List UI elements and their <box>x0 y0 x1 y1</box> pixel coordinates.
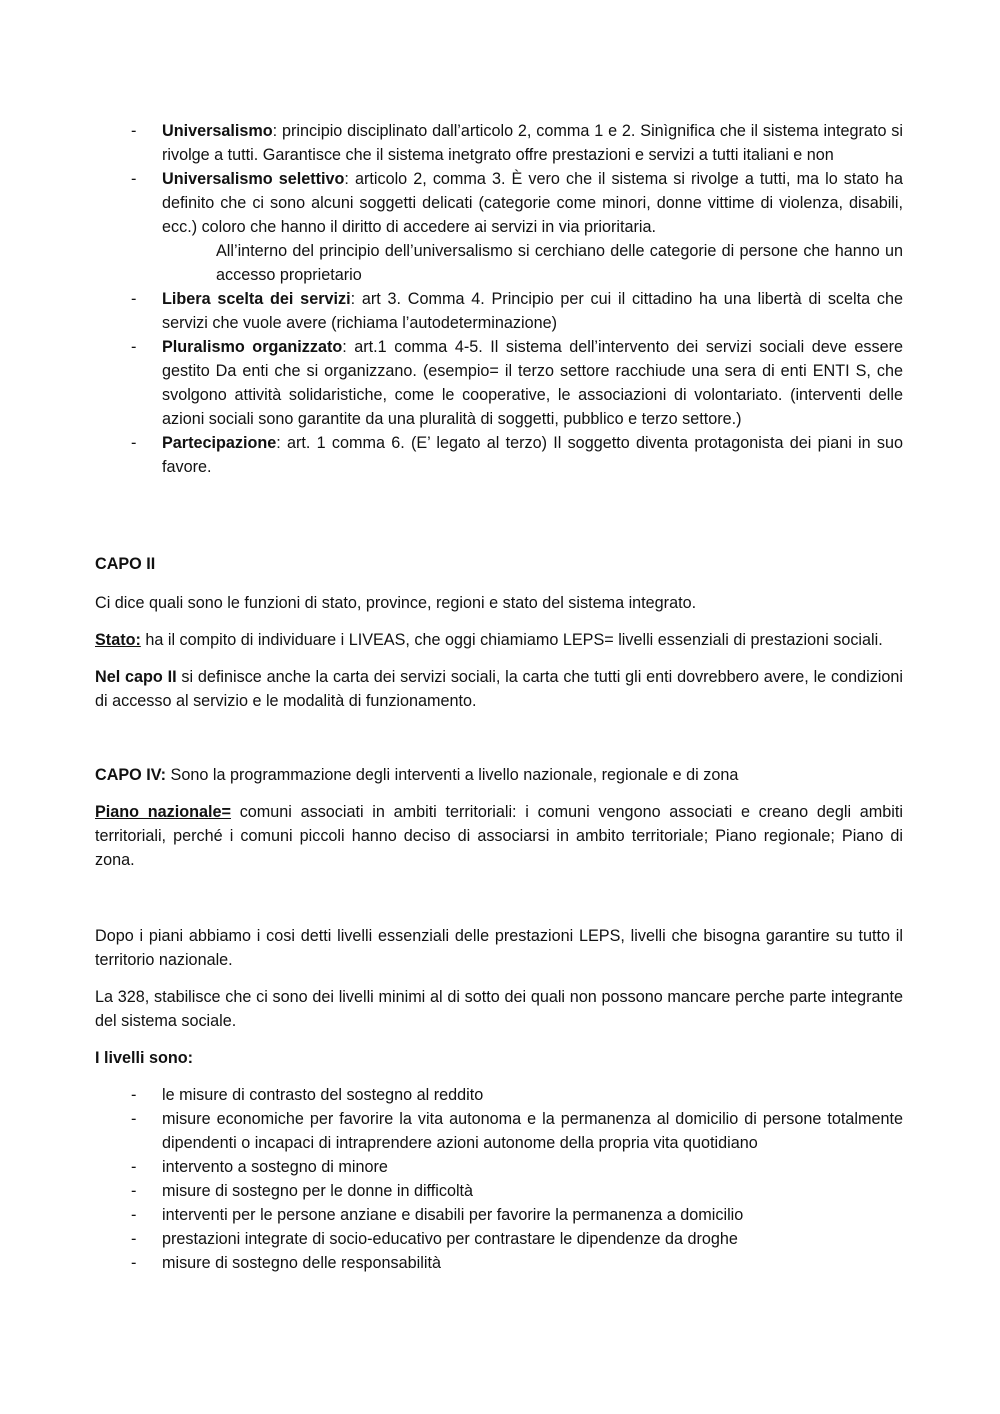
capo4-heading-text: Sono la programmazione degli interventi a livello nazionale, regionale e di zona <box>166 766 739 784</box>
bullet-dash: - <box>131 1206 137 1224</box>
principle-term: Partecipazione <box>162 434 277 452</box>
capo4-paragraph <box>95 763 903 787</box>
capo2-heading: CAPO II <box>95 555 156 573</box>
level-text: le misure di contrasto del sostegno al reddito <box>162 1086 484 1104</box>
levels-heading-paragraph <box>95 1046 903 1070</box>
level-text: intervento a sostegno di minore <box>162 1158 388 1176</box>
level-text: misure economiche per favorire la vita autonoma e la permanenza al domicilio di persone totalmente dipendenti o incapaci di intraprendere azioni autonome della propria vita quotidiano <box>162 1110 903 1152</box>
list-item <box>95 287 903 335</box>
section-heading <box>95 552 903 576</box>
levels-heading: I livelli sono: <box>95 1049 194 1067</box>
bullet-dash: - <box>131 1182 137 1200</box>
piano-paragraph <box>95 800 903 872</box>
stato-label: Stato: <box>95 631 141 649</box>
principle-term: Universalismo <box>162 122 273 140</box>
bullet-dash: - <box>131 1086 137 1104</box>
piano-text: comuni associati in ambiti territoriali: i comuni vengono associati e creano degli ambiti territoriali, perché i comuni piccoli hanno deciso di associarsi in ambito territoriale; Piano regionale; Piano di zona. <box>95 803 903 869</box>
carta-text: si definisce anche la carta dei servizi sociali, la carta che tutti gli enti dovrebbero avere, le condizioni di accesso al servizio e le modalità di funzionamento. <box>95 668 903 710</box>
principle-term: Libera scelta dei servizi <box>162 290 351 308</box>
list-item <box>95 431 903 479</box>
list-item <box>95 1203 903 1227</box>
level-text: misure di sostegno per le donne in difficoltà <box>162 1182 474 1200</box>
leps-paragraph-1: Dopo i piani abbiamo i cosi detti livelli essenziali delle prestazioni LEPS, livelli che bisogna garantire su tutto il territorio nazionale. <box>95 927 903 969</box>
bullet-dash: - <box>131 170 137 188</box>
list-item <box>95 1083 903 1107</box>
carta-paragraph <box>95 665 903 713</box>
bullet-dash: - <box>131 1230 137 1248</box>
level-text: misure di sostegno delle responsabilità <box>162 1254 441 1272</box>
principle-text: : art.1 comma 4-5. Il sistema dell’intervento dei servizi sociali deve essere gestito Da enti che si organizzano. (esempio= il terzo settore racchiude una sera di enti ENTI S, che svolgono attività solidaristiche, come le cooperative, le associazioni di volontariato. (interventi delle azioni sociali sono garantite da una pluralità di soggetti, pubblico e terzo settore.) <box>162 338 903 428</box>
bullet-dash: - <box>131 434 137 452</box>
level-text: prestazioni integrate di socio-educativo per contrastare le dipendenze da droghe <box>162 1230 738 1248</box>
list-item <box>95 167 903 239</box>
principle-text: : art. 1 comma 6. (E’ legato al terzo) Il soggetto diventa protagonista dei piani in suo favore. <box>162 434 903 476</box>
piano-label: Piano nazionale= <box>95 803 231 821</box>
carta-label: Nel capo II <box>95 668 177 686</box>
bullet-dash: - <box>131 290 137 308</box>
principle-text: : principio disciplinato dall’articolo 2, comma 1 e 2. Sinìgnifica che il sistema integrato si rivolge a tutti. Garantisce che il sistema inetgrato offre prestazioni e servizi a tutti italiani e non <box>162 122 903 164</box>
stato-paragraph <box>95 628 903 652</box>
bullet-dash: - <box>131 122 137 140</box>
leps-paragraph-2: La 328, stabilisce che ci sono dei livelli minimi al di sotto dei quali non possono mancare perche parte integrante del sistema sociale. <box>95 988 903 1030</box>
list-item <box>95 1107 903 1155</box>
capo4-heading: CAPO IV: <box>95 766 167 784</box>
selective-note: All’interno del principio dell’universalismo si cerchiano delle categorie di persone che hanno un accesso proprietario <box>216 242 903 284</box>
level-text: interventi per le persone anziane e disabili per favorire la permanenza a domicilio <box>162 1206 744 1224</box>
capo2-intro: Ci dice quali sono le funzioni di stato, province, regioni e stato del sistema integrato. <box>95 594 697 612</box>
list-item <box>95 1179 903 1203</box>
list-item <box>95 1227 903 1251</box>
list-item <box>95 1251 903 1275</box>
principles-list <box>95 119 903 479</box>
bullet-dash: - <box>131 1158 137 1176</box>
list-item <box>95 119 903 167</box>
principle-text: : articolo 2, comma 3. È vero che il sistema si rivolge a tutti, ma lo stato ha definito che ci sono alcuni soggetti delicati (categorie come minori, donne vittime di violenza, disabili, ecc.) coloro che hanno il diritto di accedere ai servizi in via prioritaria. <box>162 170 903 236</box>
list-item <box>95 1155 903 1179</box>
list-item <box>95 335 903 431</box>
principle-text: : art 3. Comma 4. Principio per cui il cittadino ha una libertà di scelta che servizi che vuole avere (richiama l’autodeterminazione) <box>162 290 903 332</box>
bullet-dash: - <box>131 1254 137 1272</box>
stato-text: ha il compito di individuare i LIVEAS, che oggi chiamiamo LEPS= livelli essenziali di prestazioni sociali. <box>140 631 883 649</box>
principle-term: Universalismo selettivo <box>162 170 345 188</box>
bullet-dash: - <box>131 338 137 356</box>
bullet-dash: - <box>131 1110 137 1128</box>
principle-term: Pluralismo organizzato <box>162 338 343 356</box>
levels-list <box>95 1083 903 1275</box>
